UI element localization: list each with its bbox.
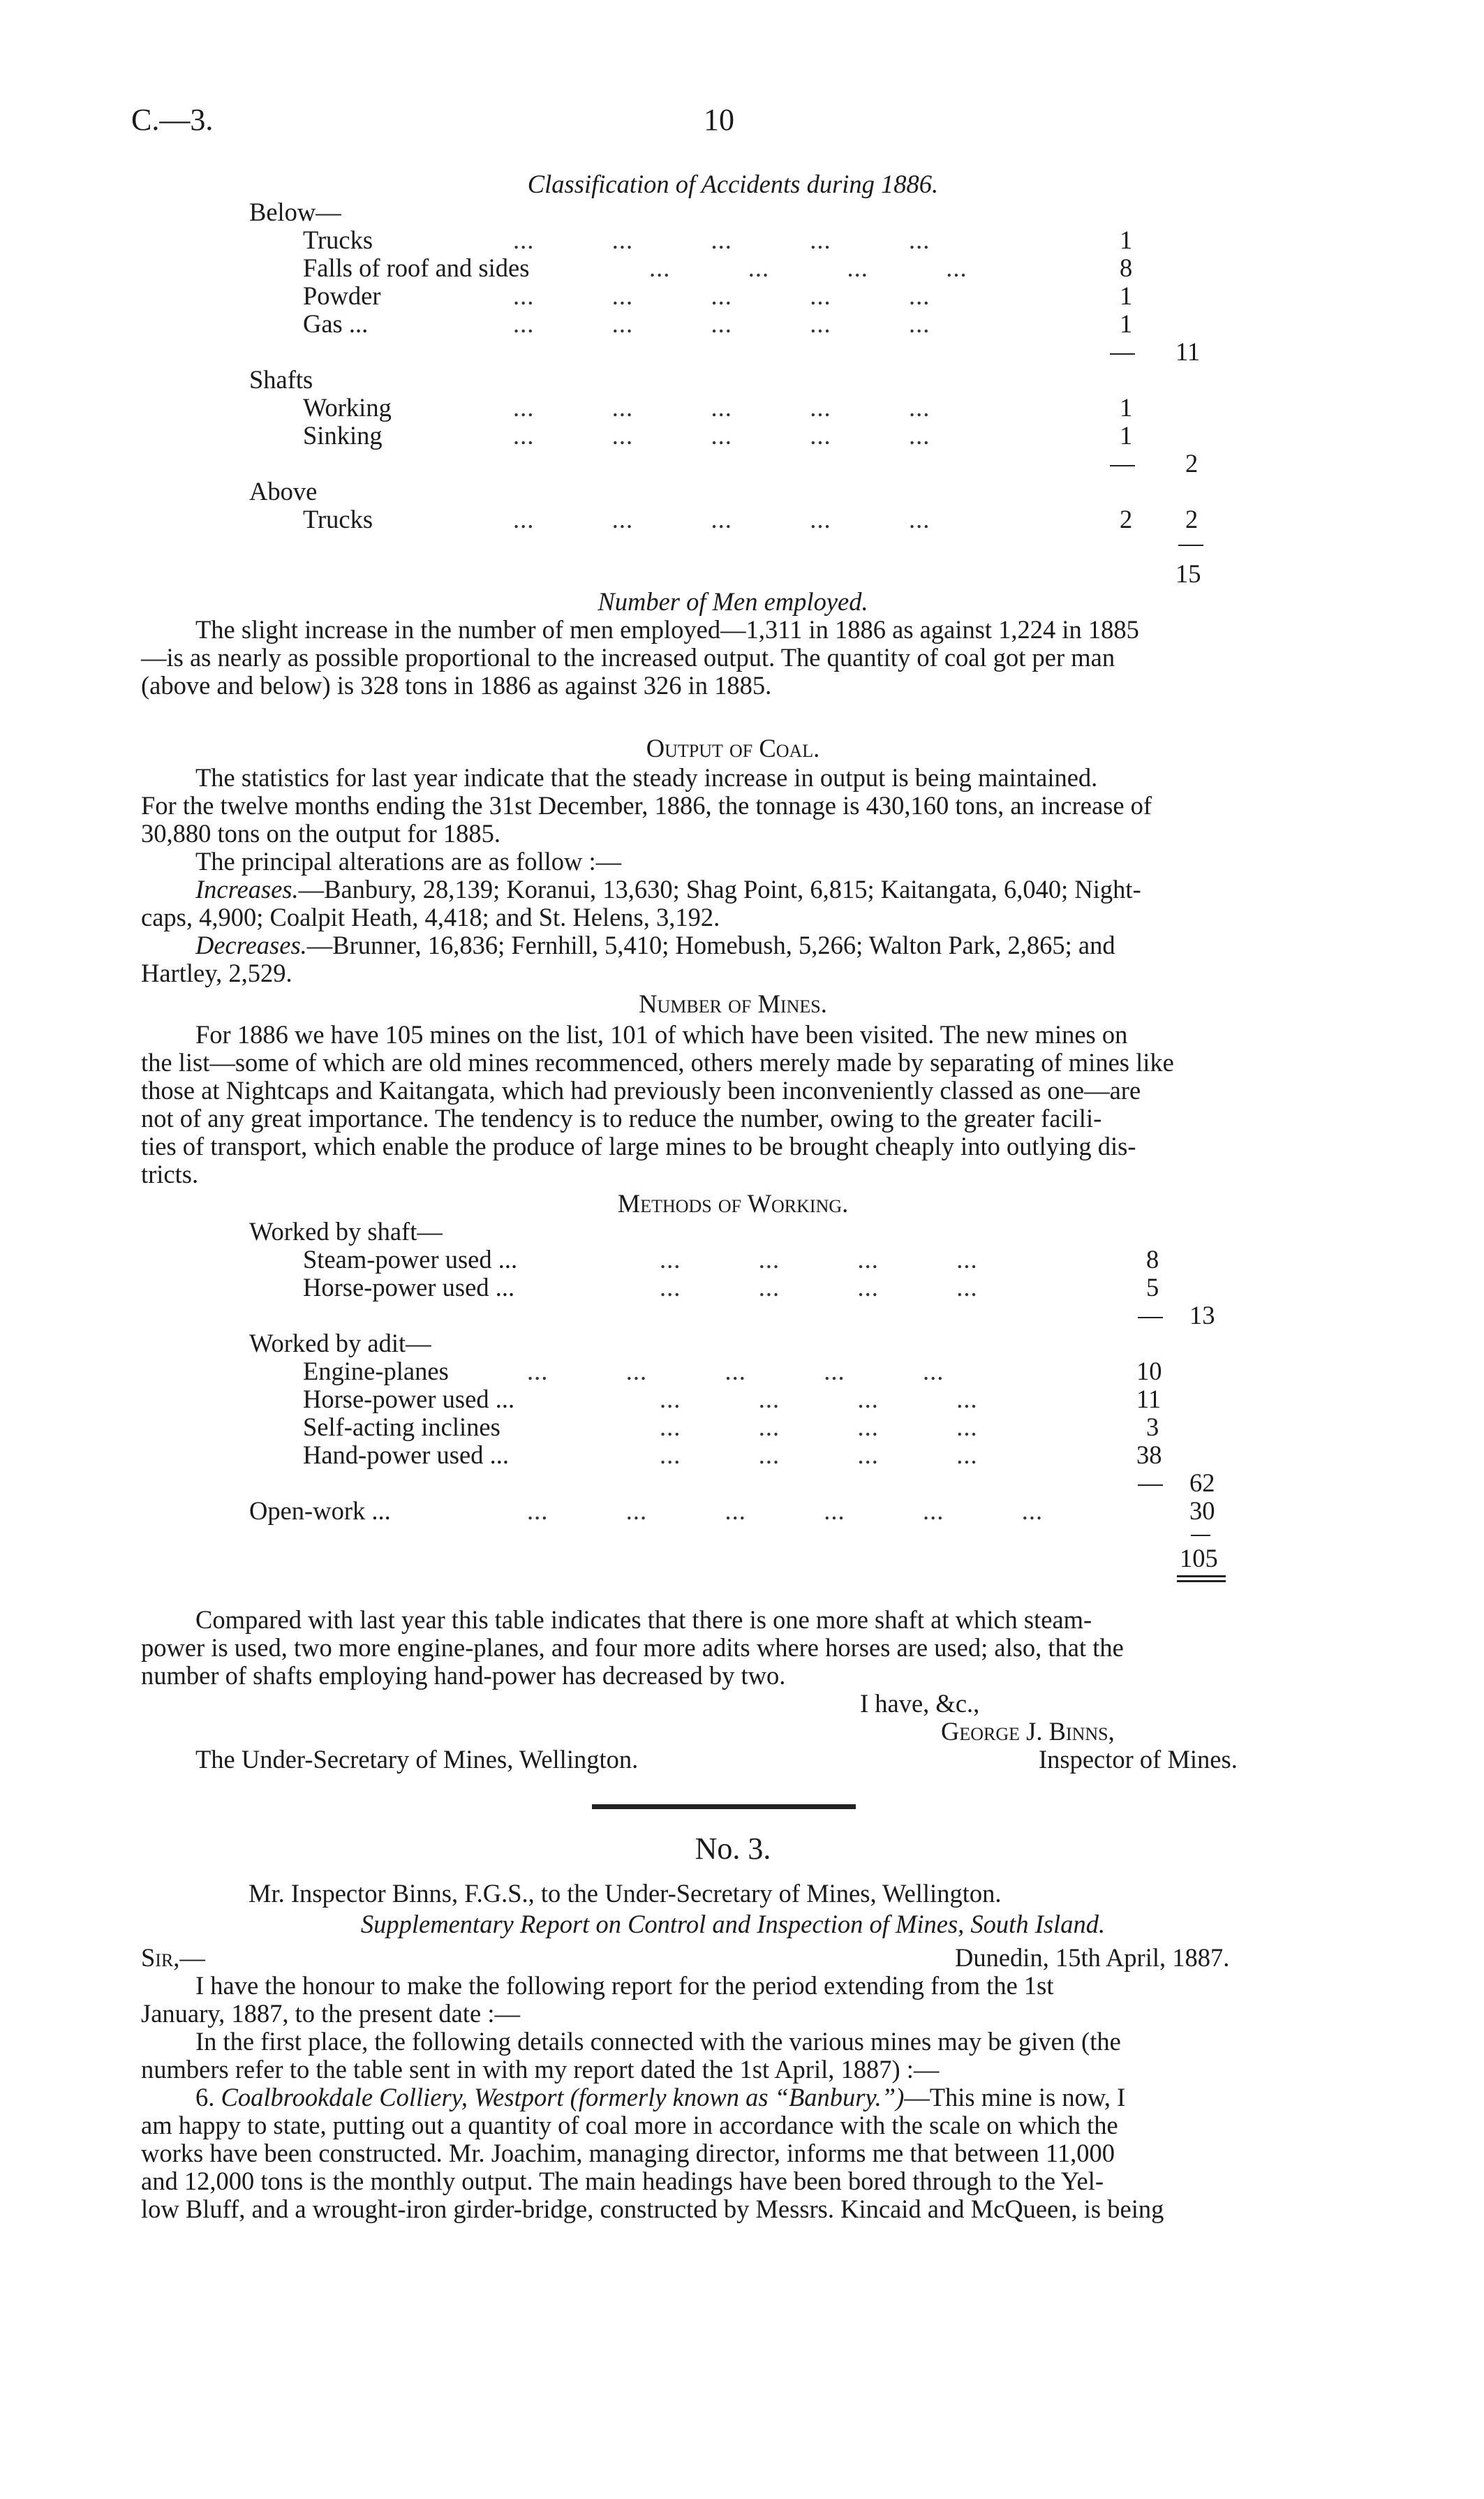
men-title: Number of Men employed. [598,587,868,616]
acc-item-label: Trucks [303,226,373,254]
method-label: Self-acting inclines [303,1413,500,1441]
acc-item-label: Gas ... [303,309,369,338]
method-label: Horse-power used ... [303,1273,515,1302]
closing: I have, &c., [860,1689,980,1718]
conclusion-line: number of shafts employing hand-power has decreased by two. [141,1661,786,1690]
mines-line: the list—some of which are old mines recommenced, others merely made by separating of mines like [141,1048,1174,1077]
group-subtotal: 2 [1185,505,1199,533]
group-label-shafts: Shafts [249,365,313,394]
mines-line: For 1886 we have 105 mines on the list, 101 of which have been visited. The new mines on [195,1020,1128,1049]
leader-dots: ... ... ... ... ... [513,393,930,422]
adit-label: Worked by adit— [249,1329,431,1357]
methods-title: Methods of Working. [617,1189,849,1218]
leader-dots: ... ... ... ... ... [513,226,930,254]
decreases-text: —Brunner, 16,836; Fernhill, 5,410; Homebush, 5,266; Walton Park, 2,865; and [306,931,1115,959]
leader-dots: ... ... ... ... [660,1273,978,1302]
para3-line: and 12,000 tons is the monthly output. The main headings have been bored through to the Yel- [141,2167,1104,2195]
men-line: (above and below) is 328 tons in 1886 as against 326 in 1885. [141,671,772,700]
total-rule [1191,1535,1210,1536]
para3-line: am happy to state, putting out a quantity of coal more in accordance with the scale on which the [141,2111,1118,2139]
group-label-above: Above [249,477,318,506]
group-label-below: Below— [249,198,341,226]
men-line: —is as nearly as possible proportional to the increased output. The quantity of coal got per man [141,643,1115,672]
para3-line: works have been constructed. Mr. Joachim, managing director, informs me that between 11,000 [141,2139,1115,2167]
acc-item-label: Falls of roof and sides [303,253,530,282]
from-line: Mr. Inspector Binns, F.G.S., to the Under-Secretary of Mines, Wellington. [248,1879,1002,1908]
report-subtitle: Supplementary Report on Control and Inspection of Mines, South Island. [360,1910,1106,1938]
para2-line: In the first place, the following details connected with the various mines may be given (the [195,2027,1121,2056]
total-rule [1178,545,1203,546]
subtotal-rule [1138,1484,1163,1486]
subtotal-rule [1138,1317,1163,1318]
para3-title: Coalbrookdale Colliery, Westport (formerly known as “Banbury.”) [221,2083,905,2111]
group-subtotal: 2 [1185,449,1199,478]
method-label: Engine-planes [303,1357,449,1385]
output-line: The statistics for last year indicate that the steady increase in output is being maintained. [195,763,1098,792]
group-subtotal: 11 [1175,337,1201,366]
para3-text: —This mine is now, I [904,2083,1126,2111]
leader-dots: ... ... ... ... ... [513,505,930,533]
double-rule [1177,1580,1226,1582]
open-label: Open-work ... [249,1496,391,1525]
output-line: 30,880 tons on the output for 1885. [141,819,501,848]
leader-dots: ... ... ... ... [660,1385,978,1413]
para1-line: January, 1887, to the present date :— [141,1999,520,2028]
men-line: The slight increase in the number of men employed—1,311 in 1886 as against 1,224 in 1885 [195,615,1139,644]
accidents-title: Classification of Accidents during 1886. [527,170,939,198]
increases-line: caps, 4,900; Coalpit Heath, 4,418; and St. Helens, 3,192. [141,903,720,931]
signature: George J. Binns, [941,1717,1115,1746]
method-label: Steam-power used ... [303,1245,518,1274]
accidents-total: 15 [1175,559,1201,588]
method-value: 8 [1146,1245,1159,1274]
para2-line: numbers refer to the table sent in with my report dated the 1st April, 1887) :— [141,2055,940,2084]
position: Inspector of Mines. [1039,1745,1238,1774]
addressee: The Under-Secretary of Mines, Wellington. [195,1745,639,1774]
salutation: Sir,— [141,1943,205,1972]
output-line: For the twelve months ending the 31st December, 1886, the tonnage is 430,160 tons, an increase of [141,791,1152,820]
leader-dots: ... ... ... ... [660,1245,978,1274]
page-reference: C.—3. [131,103,214,137]
method-value: 10 [1136,1357,1162,1385]
acc-item-value: 1 [1120,226,1133,254]
output-line: The principal alterations are as follow :— [195,847,622,876]
acc-item-label: Sinking [303,421,383,450]
acc-item-value: 8 [1120,253,1133,282]
subtotal-rule [1110,465,1135,466]
decreases-line [195,931,1115,959]
leader-dots: ... ... ... ... ... [513,309,930,338]
method-value: 5 [1146,1273,1159,1302]
double-rule [1177,1575,1226,1577]
acc-item-value: 1 [1120,281,1133,310]
acc-item-label: Powder [303,281,381,310]
output-title: Output of Coal. [646,734,820,762]
conclusion-line: Compared with last year this table indicates that there is one more shaft at which steam- [195,1605,1092,1634]
conclusion-line: power is used, two more engine-planes, and four more adits where horses are used; also, that the [141,1633,1124,1662]
increases-label: Increases. [195,875,299,904]
adit-subtotal: 62 [1189,1468,1215,1497]
leader-dots: ... ... ... ... [649,253,967,282]
para3-number: 6. [195,2083,215,2111]
open-value: 30 [1189,1496,1215,1525]
method-value: 38 [1136,1440,1162,1469]
acc-item-label: Working [303,393,392,422]
mines-line: those at Nightcaps and Kaitangata, which had previously been inconveniently classed as one—are [141,1076,1141,1105]
decreases-label: Decreases. [195,931,307,959]
leader-dots: ... ... ... ... ... [513,281,930,310]
subtotal-rule [1110,353,1135,355]
mines-title: Number of Mines. [639,989,827,1018]
acc-item-value: 1 [1120,309,1133,338]
leader-dots: ... ... ... ... [660,1440,978,1469]
para3-line: low Bluff, and a wrought-iron girder-bridge, constructed by Messrs. Kincaid and McQueen, is being [141,2195,1164,2223]
method-value: 3 [1146,1413,1159,1441]
acc-item-value: 1 [1120,393,1133,422]
leader-dots: ... ... ... ... ... [513,421,930,450]
method-value: 11 [1136,1385,1162,1413]
para1-line: I have the honour to make the following report for the period extending from the 1st [195,1971,1054,2000]
place-date: Dunedin, 15th April, 1887. [955,1943,1230,1972]
leader-dots: ... ... ... ... ... [527,1357,944,1385]
decreases-line: Hartley, 2,529. [141,959,292,987]
increases-text: —Banbury, 28,139; Koranui, 13,630; Shag Point, 6,815; Kaitangata, 6,040; Night- [298,875,1141,904]
acc-item-label: Trucks [303,505,373,533]
acc-item-value: 2 [1120,505,1133,533]
method-label: Horse-power used ... [303,1385,515,1413]
increases-line [195,876,1141,904]
shaft-label: Worked by shaft— [249,1217,443,1246]
leader-dots: ... ... ... ... ... ... [527,1496,1044,1525]
mines-line: ties of transport, which enable the produce of large mines to be brought cheaply into outlying dis- [141,1132,1136,1160]
method-label: Hand-power used ... [303,1440,509,1469]
shaft-subtotal: 13 [1189,1301,1215,1329]
methods-total: 105 [1180,1544,1218,1572]
acc-item-value: 1 [1120,421,1133,450]
leader-dots: ... ... ... ... [660,1413,978,1441]
section-divider [592,1804,856,1809]
section-heading: No. 3. [695,1831,771,1866]
page-number: 10 [704,103,734,137]
mines-line: tricts. [141,1160,199,1188]
para3-first-line [195,2084,1125,2111]
mines-line: not of any great importance. The tendency is to reduce the number, owing to the greater facili- [141,1104,1102,1133]
